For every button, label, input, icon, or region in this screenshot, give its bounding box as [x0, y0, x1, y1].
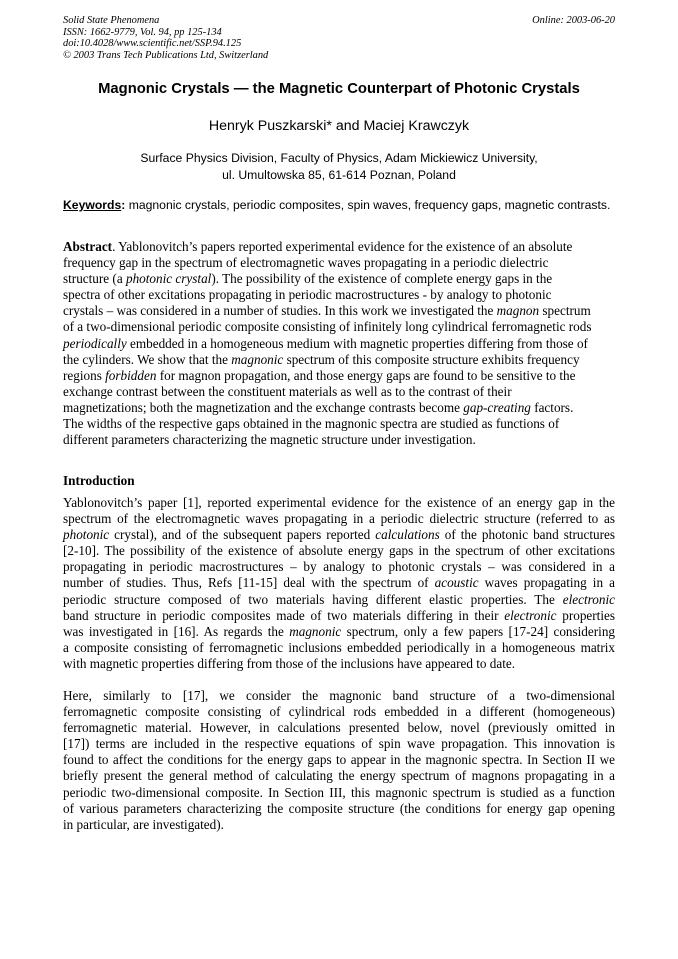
abstract-line — [63, 303, 615, 319]
paragraph-text: was investigated in [16]. As regards the — [63, 623, 290, 639]
abstract-text: structure (a — [63, 271, 126, 287]
abstract-emphasis: magnon — [496, 303, 540, 319]
paragraph-line: in particular, are investigated). — [63, 816, 224, 832]
abstract-line — [63, 352, 615, 368]
abstract-line — [63, 336, 615, 352]
abstract-emphasis: magnonic — [231, 351, 284, 367]
paragraph-line: a composite consisting of ferromagnetic inclusions embedded periodically in a homogeneous matrix — [63, 639, 615, 655]
abstract-line — [63, 400, 615, 416]
abstract-line: of a two-dimensional periodic composite consisting of infinitely long cylindrical ferromagnetic rods — [63, 319, 592, 335]
paragraph-line: Yablonovitch’s paper [1], reported experimental evidence for the existence of an energy gap in the — [63, 495, 615, 510]
abstract-line: frequency gap in the spectrum of electromagnetic waves propagating in a periodic dielectric — [63, 255, 549, 271]
copyright-line: © 2003 Trans Tech Publications Ltd, Switzerland — [63, 49, 269, 61]
abstract-text: embedded in a homogeneous medium with magnetic properties differing from those of — [126, 335, 588, 351]
introduction-paragraph-2 — [63, 688, 615, 833]
abstract-text: spectrum — [539, 303, 591, 319]
paragraph-line: spectrum of the electromagnetic waves propagating in a periodic dielectric structure (referred to as — [63, 511, 615, 527]
text-emphasis: electronic — [562, 591, 615, 607]
abstract-emphasis: photonic crystal — [125, 271, 212, 287]
affiliation — [0, 150, 678, 183]
paragraph-line — [63, 624, 615, 640]
keywords — [63, 198, 615, 214]
paragraph-text: spectrum, only a few papers [17-24] considering — [341, 623, 616, 639]
abstract-emphasis: periodically — [63, 335, 127, 351]
abstract-text: regions — [63, 367, 106, 383]
paragraph-line: [17]) terms are included in the respective equations of spin wave propagation. This innovation is — [63, 736, 615, 752]
paragraph-line: Here, similarly to [17], we consider the magnonic band structure of a two-dimensional — [63, 688, 615, 703]
abstract-line — [63, 271, 615, 287]
paragraph-line: propagating in periodic macrostructures – by analogy to photonic crystals – was considered in a — [63, 559, 615, 575]
abstract-line: exchange contrast between the constituent materials as well as to the contrast of their — [63, 383, 512, 399]
paragraph-text: properties — [556, 607, 615, 623]
abstract-line — [63, 368, 615, 384]
text-emphasis: calculations — [375, 527, 440, 543]
abstract-line: spectra of other excitations propagating in periodic macrostructures - by analogy to photonic — [63, 287, 552, 303]
paragraph-text: of the photonic band structures — [439, 527, 615, 543]
abstract-text: factors. — [530, 399, 574, 415]
abstract-text: magnetizations; both the magnetization and the exchange contrasts become — [63, 399, 464, 415]
affiliation-line-1: Surface Physics Division, Faculty of Physics, Adam Mickiewicz University, — [140, 151, 538, 165]
abstract-text: crystals – was considered in a number of studies. In this work we investigated the — [63, 303, 497, 319]
abstract-line — [63, 239, 615, 255]
abstract — [63, 239, 615, 448]
paragraph-text: band structure in periodic composites made of two materials differing in their — [63, 607, 505, 623]
paragraph-line — [63, 575, 615, 591]
introduction-paragraph-1 — [63, 495, 615, 672]
paragraph-line — [63, 608, 615, 624]
journal-name: Solid State Phenomena — [63, 15, 160, 26]
paragraph-text: waves propagating in a — [478, 575, 615, 591]
text-emphasis: acoustic — [434, 575, 479, 591]
text-emphasis: magnonic — [289, 623, 342, 639]
abstract-text: spectrum of this composite structure exhibits frequency — [283, 351, 580, 367]
abstract-line: different parameters characterizing the magnetic structure under investigation. — [63, 432, 476, 448]
paragraph-line: found to affect the conditions for the energy gaps to appear in the magnonic spectra. In Section II we — [63, 752, 615, 768]
paragraph-line: ferromagnetic composite consisting of cylindrical rods embedded in a different (homogeneous) — [63, 704, 615, 720]
journal-header — [63, 15, 268, 61]
keywords-text: magnonic crystals, periodic composites, spin waves, frequency gaps, magnetic contrasts. — [125, 198, 611, 212]
paragraph-line: with magnetic properties differing from those of the inclusions have appeared to date. — [63, 655, 516, 671]
text-emphasis: photonic — [63, 527, 110, 543]
keywords-colon: : — [121, 198, 126, 212]
paper-authors: Henryk Puszkarski* and Maciej Krawczyk — [208, 118, 470, 134]
abstract-label: Abstract — [63, 239, 113, 254]
paragraph-line: of various parameters characterizing the composite structure (the conditions for energy gap opening — [63, 800, 615, 816]
paragraph-line: [2-10]. The possibility of the existence of absolute energy gaps in the spectrum of other excitations — [63, 543, 615, 559]
paragraph-text: crystal), and of the subsequent papers reported — [109, 527, 376, 543]
abstract-text: the cylinders. We show that the — [63, 351, 232, 367]
keywords-label: Keywords — [63, 198, 122, 212]
paragraph-text: number of studies. Thus, Refs [11-15] deal with the spectrum of — [63, 575, 435, 591]
text-emphasis: electronic — [504, 607, 557, 623]
paragraph-line: briefly present the general method of calculating the energy spectrum of magnons propagating in a — [63, 768, 615, 784]
paper-title: Magnonic Crystals — the Magnetic Counterpart of Photonic Crystals — [98, 81, 580, 97]
issn-line: ISSN: 1662-9779, Vol. 94, pp 125-134 — [63, 26, 222, 38]
online-date: Online: 2003-06-20 — [532, 15, 615, 26]
abstract-emphasis: gap-creating — [463, 399, 531, 415]
abstract-emphasis: forbidden — [105, 367, 157, 383]
section-heading-introduction: Introduction — [63, 473, 135, 488]
paragraph-line — [63, 592, 615, 608]
paragraph-line: ferromagnetic material. However, in calculations presented below, novel (previously omitted in — [63, 720, 615, 736]
paragraph-text: periodic structure composed of two materials having different elastic properties. The — [63, 591, 563, 607]
paragraph-line: periodic two-dimensional composite. In Section III, this magnonic spectrum is studied as a function — [63, 784, 615, 800]
doi-link[interactable]: doi:10.4028/www.scientific.net/SSP.94.125 — [63, 38, 242, 50]
affiliation-line-2: ul. Umultowska 85, 61-614 Poznan, Poland — [222, 167, 456, 182]
paragraph-line — [63, 527, 615, 543]
abstract-line: The widths of the respective gaps obtained in the magnonic spectra are studied as functions of — [63, 416, 560, 432]
abstract-text: for magnon propagation, and those energy gaps are found to be sensitive to the — [156, 367, 576, 383]
abstract-text: ). The possibility of the existence of complete energy gaps in the — [211, 271, 553, 287]
abstract-text: . Yablonovitch’s papers reported experimental evidence for the existence of an absolute — [112, 239, 573, 254]
